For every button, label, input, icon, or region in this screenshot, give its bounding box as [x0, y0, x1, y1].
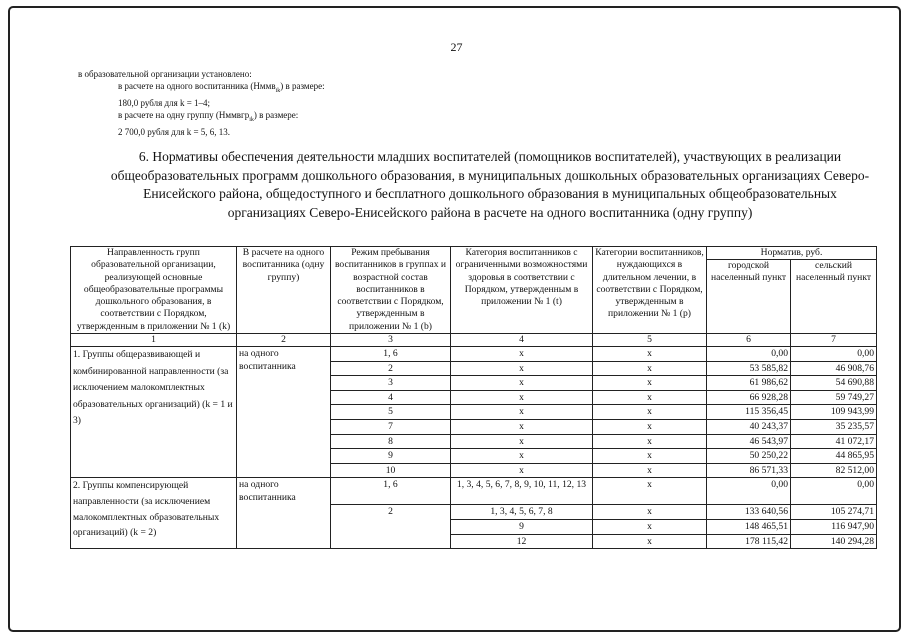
header-health: Категория воспитанников с ограниченными возможностями здоровья в соответствии с Порядком, утвержденным в приложении № 1 (t): [451, 247, 593, 334]
norm-table: [70, 246, 877, 549]
rural-value: 41 072,17: [791, 434, 877, 449]
city-value: 40 243,37: [707, 420, 791, 435]
treatment-cell: x: [593, 390, 707, 405]
treatment-cell: x: [593, 361, 707, 376]
header-city: городской населенный пункт: [707, 260, 791, 334]
mode-cell: 3: [331, 376, 451, 391]
mode-cell: 2: [331, 361, 451, 376]
health-cell: x: [451, 434, 593, 449]
mode-cell: 1, 6: [331, 478, 451, 505]
rural-value: 0,00: [791, 347, 877, 362]
city-value: 53 585,82: [707, 361, 791, 376]
rural-value: 44 865,95: [791, 449, 877, 464]
treatment-cell: x: [593, 376, 707, 391]
header-treatment: Категории воспитанников, нуждающихся в длительном лечении, в соответствии с Порядком, утвержденным в приложении № 1 (p): [593, 247, 707, 334]
intro-block: [78, 68, 325, 138]
section-heading: 6. Нормативы обеспечения деятельности младших воспитателей (помощников воспитателей), участвующих в реализации общеобразовательных программ дошкольного образования, в муниципальных дошкольных образовательных организациях Северо-Енисейского района, общедоступного и бесплатного дошкольного образования в муниципальных общеобразовательных организациях Северо-Енисейского района в расчете на одного воспитанника (одну группу): [110, 149, 870, 220]
health-cell: x: [451, 376, 593, 391]
rural-value: 109 943,99: [791, 405, 877, 420]
city-value: 50 250,22: [707, 449, 791, 464]
city-value: 46 543,97: [707, 434, 791, 449]
mode-cell: 10: [331, 463, 451, 478]
health-cell: x: [451, 361, 593, 376]
intro-line-5: 2 700,0 рубля для k = 5, 6, 13.: [118, 126, 231, 137]
header-rural: сельский населенный пункт: [791, 260, 877, 334]
health-cell: x: [451, 420, 593, 435]
column-number-row: [71, 334, 877, 347]
treatment-cell: x: [593, 478, 707, 505]
header-norm: Норматив, руб.: [707, 247, 877, 260]
column-number: 3: [331, 334, 451, 347]
treatment-cell: x: [593, 449, 707, 464]
mode-cell: 5: [331, 405, 451, 420]
column-number: 4: [451, 334, 593, 347]
mode-cell: 7: [331, 420, 451, 435]
treatment-cell: x: [593, 520, 707, 535]
intro-line-1: в образовательной организации установлено:: [78, 69, 252, 79]
rural-value: 105 274,71: [791, 505, 877, 520]
health-cell: 9: [451, 520, 593, 535]
header-per: В расчете на одного воспитанника (одну группу): [237, 247, 331, 334]
rural-value: 46 908,76: [791, 361, 877, 376]
city-value: 115 356,45: [707, 405, 791, 420]
rural-value: 35 235,57: [791, 420, 877, 435]
city-value: 133 640,56: [707, 505, 791, 520]
health-cell: x: [451, 390, 593, 405]
column-number: 2: [237, 334, 331, 347]
column-number: 1: [71, 334, 237, 347]
health-cell: x: [451, 449, 593, 464]
health-cell: 12: [451, 534, 593, 549]
rural-value: 116 947,90: [791, 520, 877, 535]
treatment-cell: x: [593, 405, 707, 420]
group1-label: 1. Группы общеразвивающей и комбинированной направленности (за исключением малокомплектных образовательных организаций) (k = 1 и 3): [71, 347, 237, 478]
treatment-cell: x: [593, 534, 707, 549]
column-number: 6: [707, 334, 791, 347]
page-number: 27: [450, 40, 463, 54]
rural-value: 0,00: [791, 478, 877, 505]
rural-value: 54 690,88: [791, 376, 877, 391]
city-value: 0,00: [707, 478, 791, 505]
group2-per: на одного воспитанника: [237, 478, 331, 549]
city-value: 0,00: [707, 347, 791, 362]
mode-cell: 2: [331, 505, 451, 549]
treatment-cell: x: [593, 463, 707, 478]
treatment-cell: x: [593, 434, 707, 449]
city-value: 61 986,62: [707, 376, 791, 391]
mode-cell: 9: [331, 449, 451, 464]
header-row: [71, 247, 877, 260]
health-cell: x: [451, 405, 593, 420]
rural-value: 59 749,27: [791, 390, 877, 405]
intro-line-2: в расчете на одного воспитанника (Нммв$_{ik}$) в размере:: [118, 81, 325, 94]
mode-cell: 8: [331, 434, 451, 449]
treatment-cell: x: [593, 420, 707, 435]
treatment-cell: x: [593, 347, 707, 362]
treatment-cell: x: [593, 505, 707, 520]
health-cell: x: [451, 463, 593, 478]
table-row: [71, 478, 877, 505]
group1-per: на одного воспитанника: [237, 347, 331, 478]
city-value: 86 571,33: [707, 463, 791, 478]
intro-line-3: 180,0 рубля для k = 1–4;: [118, 97, 211, 108]
health-cell: x: [451, 347, 593, 362]
column-number: 7: [791, 334, 877, 347]
health-cell: 1, 3, 4, 5, 6, 7, 8, 9, 10, 11, 12, 13: [451, 478, 593, 505]
city-value: 148 465,51: [707, 520, 791, 535]
mode-cell: 1, 6: [331, 347, 451, 362]
city-value: 178 115,42: [707, 534, 791, 549]
health-cell: 1, 3, 4, 5, 6, 7, 8: [451, 505, 593, 520]
table-row: [71, 347, 877, 362]
city-value: 66 928,28: [707, 390, 791, 405]
rural-value: 82 512,00: [791, 463, 877, 478]
rural-value: 140 294,28: [791, 534, 877, 549]
group2-label: 2. Группы компенсирующей направленности (за исключением малокомплектных образовательных организаций) (k = 2): [71, 478, 237, 549]
header-direction: Направленность групп образовательной организации, реализующей основные общеобразовательные программы дошкольного образования, в соответствии с Порядком, утвержденным в приложении № 1 (k): [71, 247, 237, 334]
mode-cell: 4: [331, 390, 451, 405]
header-mode: Режим пребывания воспитанников в группах и возрастной состав воспитанников в соответствии с Порядком, утвержденным в приложении № 1 (b): [331, 247, 451, 334]
intro-line-4: в расчете на одну группу (Нммвгр$_{ik}$) в размере:: [118, 109, 299, 123]
column-number: 5: [593, 334, 707, 347]
